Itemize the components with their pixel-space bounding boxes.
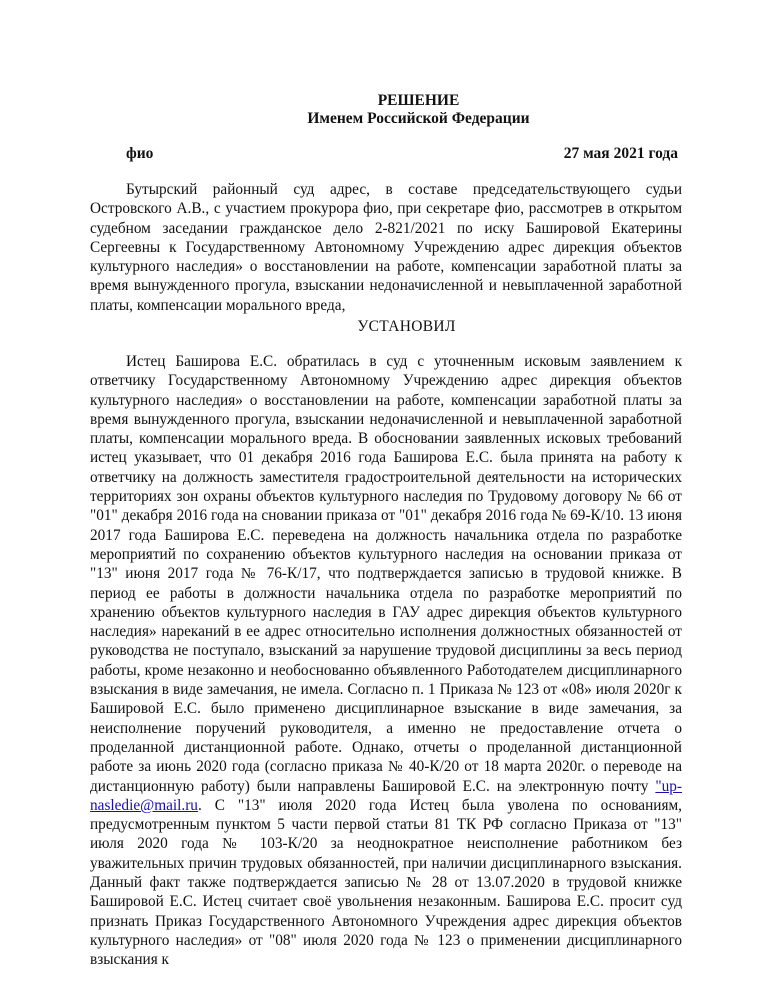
intro-paragraph: Бутырский районный суд адрес, в составе председательствующего судьи Островского А.В., с участием прокурора фио, при секретаре фио, рассмотрев в открытом судебном заседании гражданское дело 2-821/2021 по иску Башировой Екатерины Сергеевны к Государственному Автономному Учреждению адрес дирекция объектов культурного наследия» о восстановлении на работе, компенсации заработной платы за время вынужденного прогула, взыскании недоначисленной и невыплаченной заработной платы, компенсации морального вреда, (90, 181, 682, 314)
main-paragraph (90, 352, 682, 970)
main-paragraph-text-1: Истец Баширова Е.С. обратилась в суд с уточненным исковым заявлением к ответчику Государственному Автономному Учреждению адрес дирекция объектов культурного наследия» о восстановлении на работе, компенсации заработной платы за время вынужденного прогула, взыскании недоначисленной и невыплаченной заработной платы, компенсации морального вреда. В обосновании заявленных исковых требований истец указывает, что 01 декабря 2016 года Баширова Е.С. была принята на работу к ответчику на должность заместителя градостроительной деятельности на исторических территориях зон охраны объектов культурного наследия по Трудовому договору № 66 от "01" декабря 2016 года на сновании приказа от "01" декабря 2016 года № 69-К/10. 13 июня 2017 года Баширова Е.С. переведена на должность начальника отдела по разработке мероприятий по сохранению объектов культурного наследия на основании приказа от "13" июня 2017 года № 76-К/17, что подтверждается записью в трудовой книжке. В период ее работы в должности начальника отдела по разработке мероприятий по хранению объектов культурного наследия в ГАУ адрес дирекция объектов культурного наследия» нареканий в ее адрес относительно исполнения должностных обязанностей от руководства не поступало, взысканий за нарушение трудовой дисциплины за весь период работы, кроме незаконно и необоснованно объявленного Работодателем дисциплинарного взыскания в виде замечания, не имела. Согласно п. 1 Приказа № 123 от «08» июля 2020г к Башировой Е.С. было применено дисциплинарное взыскание в виде замечания, за неисполнение поручений руководителя, а именно не предоставление отчета о проделанной дистанционной работе. Однако, отчеты о проделанной дистанционной работе за июнь 2020 года (согласно приказа № 40-К/20 от 18 марта 2020г. о переводе на дистанционную работу) были направлены Башировой Е.С. на электронную почту (90, 353, 682, 795)
email-link[interactable]: "up-nasledie@mail.ru (90, 777, 682, 814)
document-place: фио (126, 145, 154, 162)
document-title: РЕШЕНИЕ (377, 92, 460, 109)
document-date: 27 мая 2021 года (563, 145, 678, 162)
main-paragraph-text-2: . С "13" июля 2020 года Истец была уволена по основаниям, предусмотренным пунктом 5 части первой статьи 81 ТК РФ согласно Приказа от "13" июля 2020 года № 103-К/20 за неоднократное неисполнение работником без уважительных причин трудовых обязанностей, при наличии дисциплинарного взыскания. Данный факт также подтверждается записью № 28 от 13.07.2020 в трудовой книжке Башировой Е.С. Истец считает своё увольнения незаконным. Баширова Е.С. просит суд признать Приказ Государственного Автономного Учреждения адрес дирекция объектов культурного наследия» от "08" июля 2020 года № 123 о применении дисциплинарного взыскания к (90, 796, 682, 969)
document-subtitle: Именем Российской Федерации (307, 110, 530, 127)
section-heading: УСТАНОВИЛ (357, 318, 456, 335)
